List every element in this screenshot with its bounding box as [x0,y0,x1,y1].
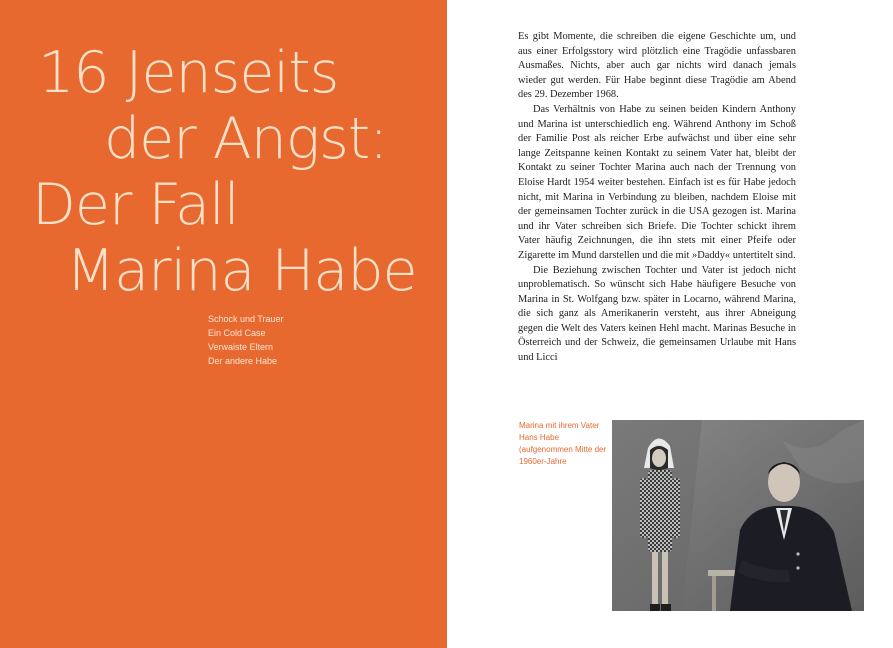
section-item: Der andere Habe [208,356,278,366]
photo-marina-and-hans-habe [612,420,864,611]
chapter-title-line-3: Der Fall [32,172,239,238]
chapter-title-line-1: 16 Jenseits [38,40,339,106]
section-item: Schock und Trauer [208,314,284,324]
body-text [518,30,796,366]
photo-illustration [612,420,864,611]
section-item: Ein Cold Case [208,328,266,338]
chapter-title-line-2: der Angst: [104,106,388,172]
section-item: Verwaiste Eltern [208,342,274,352]
photo-caption: Marina mit ihrem Vater Hans Habe (aufgenommen Mitte der 1960er-Jahre [519,421,607,466]
section-list [208,312,284,368]
paragraph: Das Verhältnis von Habe zu seinen beiden Kindern Anthony und Marina ist unterschiedlich eng. Während Anthony im Schoß der Familie Post als reicher Erbe aufwächst und über eine sehr lange Zeitspanne keinen Kontakt zu seinem Vater hat, bleibt der Kontakt zu seiner Tochter Marina auch nach der Trennung von Eloise Hardt 1954 weiter bestehen. Einfach ist es für Habe jedoch nicht, mit Marina in Verbindung zu bleiben, nachdem Eloise mit der gemeinsamen Tochter zurück in die USA gezogen ist. Marina und ihr Vater schreiben sich Briefe. Die Tochter schickt ihrem Vater häufig Zeichnungen, die ihn stets mit einer Pfeife oder Zigarette im Mund darstellen und die mit »Daddy« untertitelt sind. [518,103,796,261]
paragraph: Es gibt Momente, die schreiben die eigene Geschichte um, und aus einer Erfolgsstory wird plötzlich eine Tragödie unfassbaren Ausmaßes. Nichts, aber auch gar nichts wird danach jemals wieder gut werden. Für Habe beginnt diese Tragödie am Abend des 29. Dezember 1968. [518,31,796,101]
paragraph: Die Beziehung zwischen Tochter und Vater ist jedoch nicht unproblematisch. So wünscht sich Habe häufigere Besuche von Marina in St. Wolfgang bzw. später in Locarno, während Marina, die sich ganz als Amerikanerin versteht, aus ihrer Abneigung gegen die Welt des Vaters keinen Hehl macht. Marinas Besuche in Österreich und der Schweiz, die gemeinsamen Urlaube mit Hans und Licci [518,264,796,364]
chapter-title-line-4: Marina Habe [66,238,417,304]
